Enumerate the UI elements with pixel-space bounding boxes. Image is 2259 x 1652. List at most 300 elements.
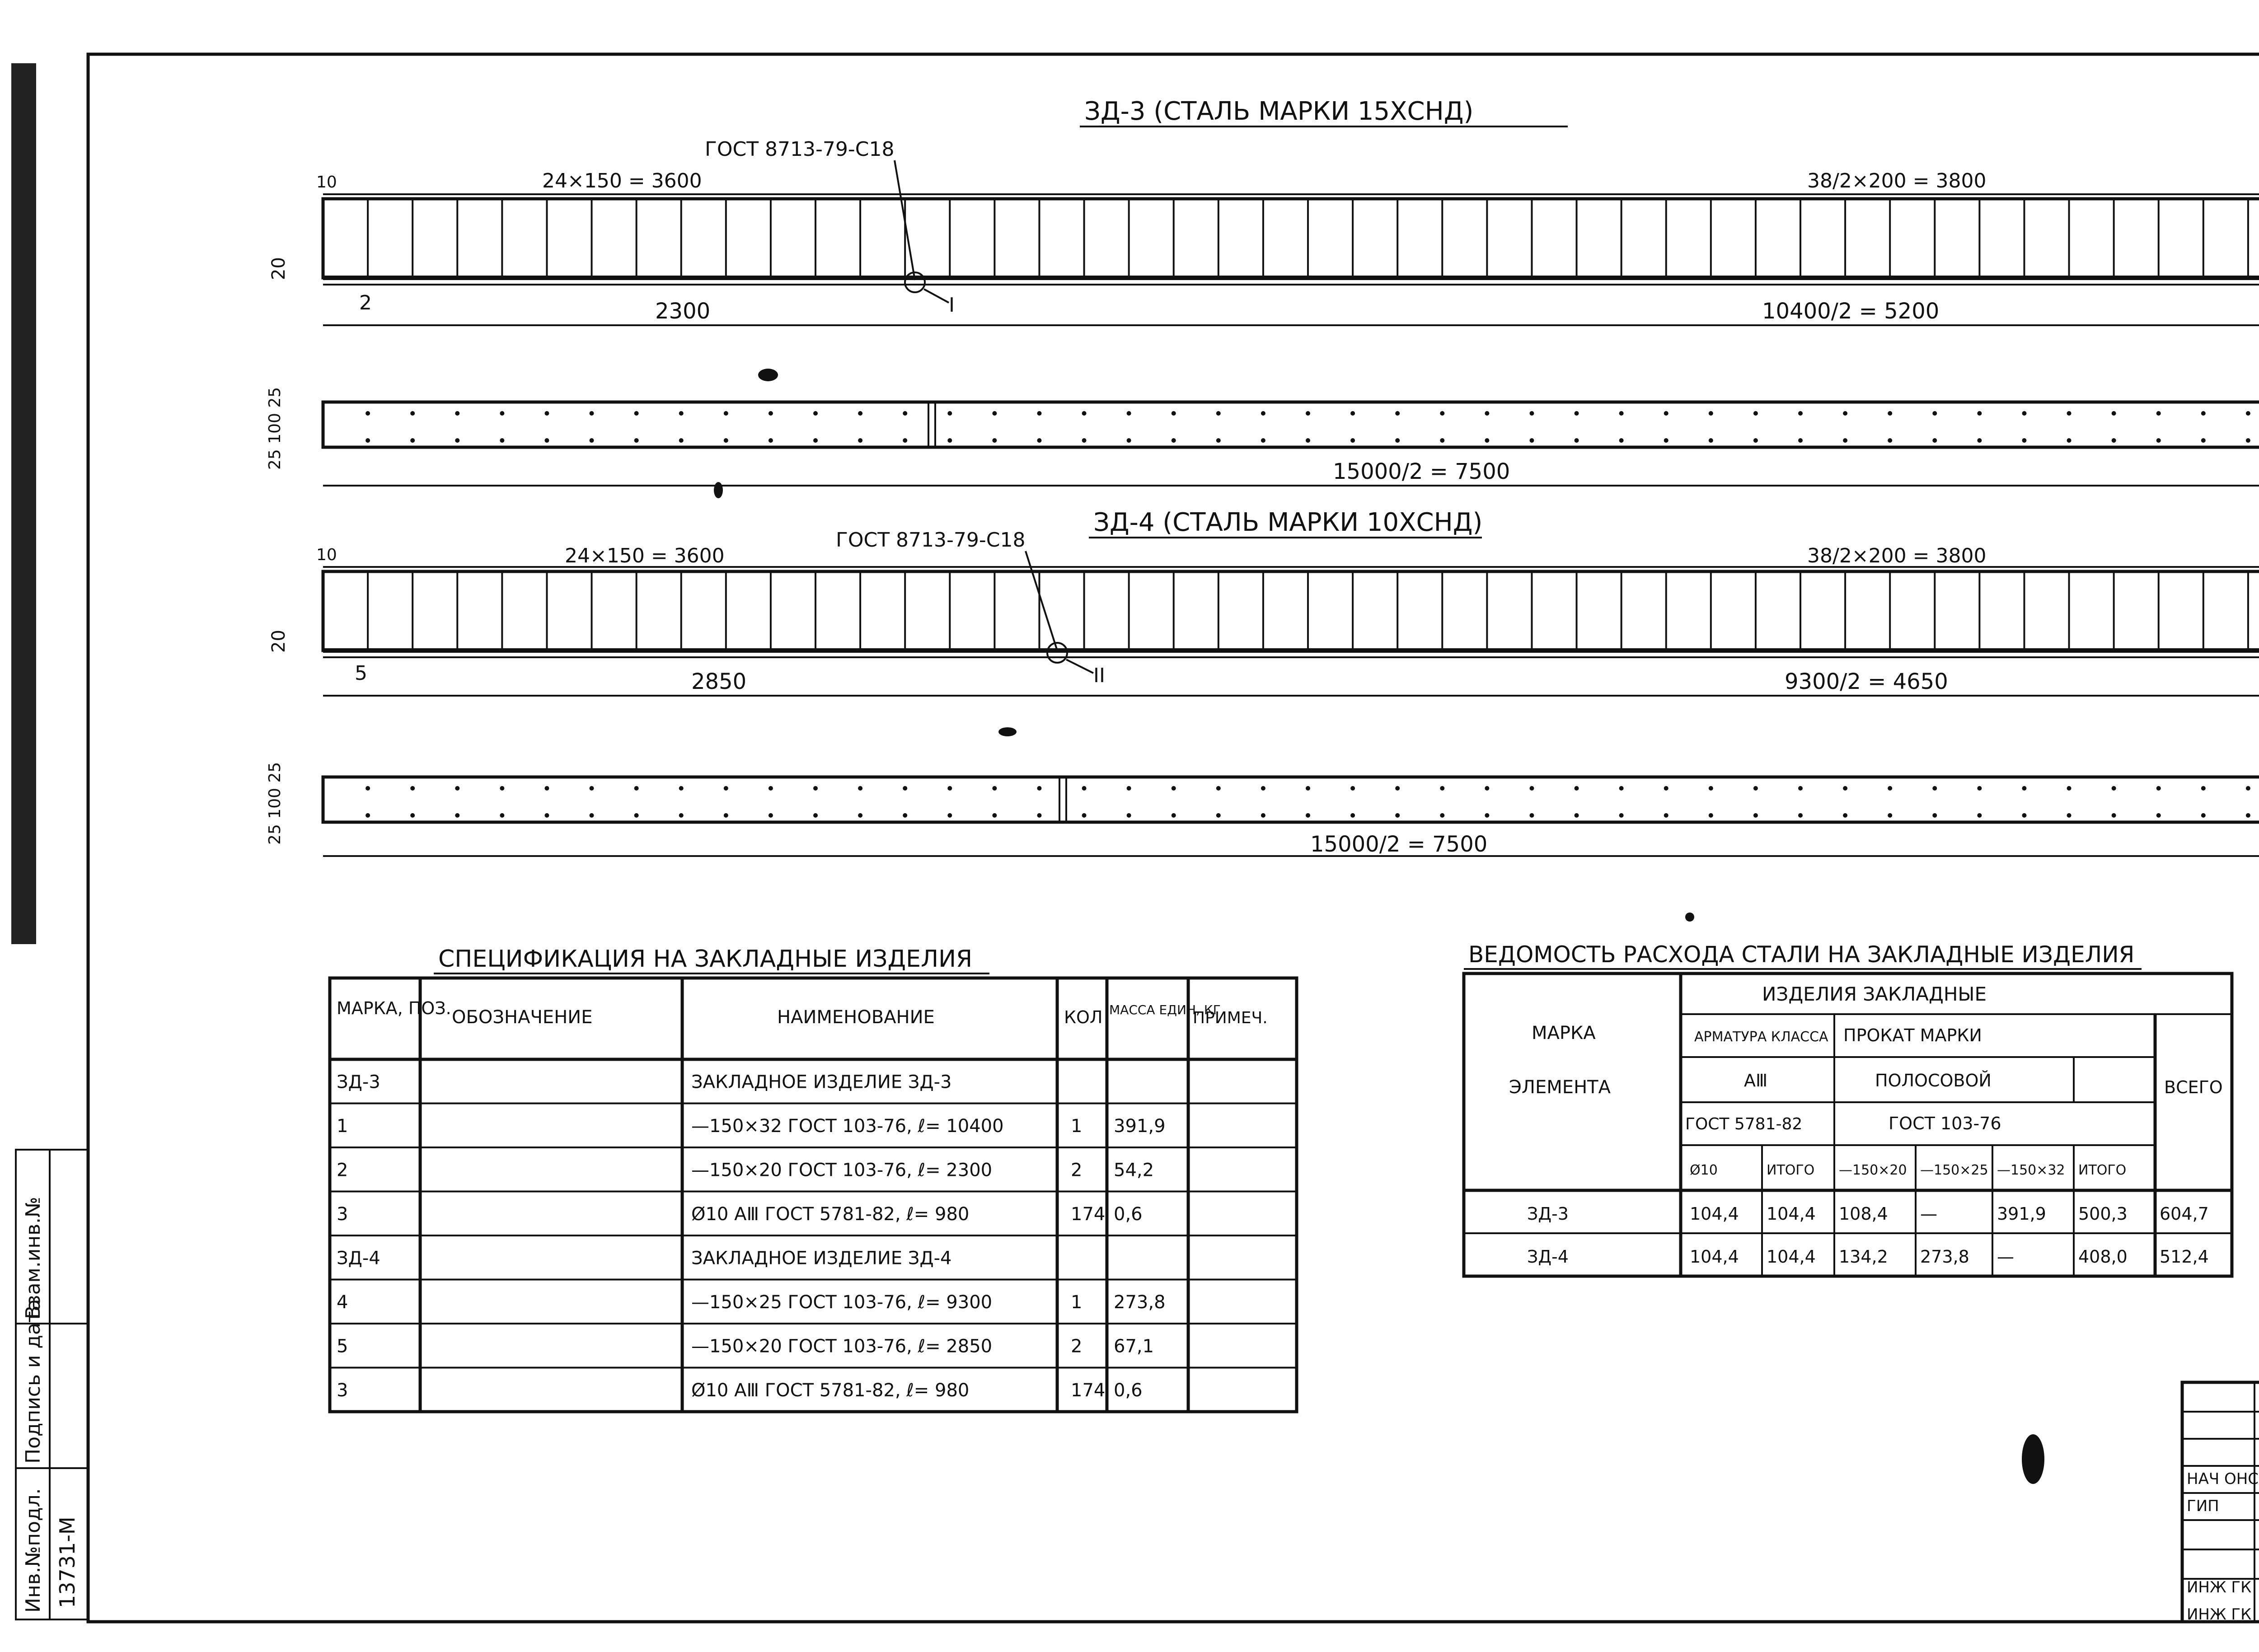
bar-dot [1575, 786, 1579, 791]
spec-header-mass: МАССА ЕДИН, КГ [1109, 1002, 1221, 1017]
bar-dot [366, 786, 370, 791]
zd3-elevation [323, 199, 2259, 278]
bar-dot [1216, 786, 1221, 791]
bar-dot [1977, 411, 1982, 416]
zd3-dim-half: 10400/2 = 5200 [1762, 299, 1940, 324]
zd4-node-label: II [1093, 664, 1105, 687]
spec-header-designation: ОБОЗНАЧЕНИЕ [452, 1007, 593, 1028]
bar-dot [455, 411, 459, 416]
spec-cell: 3 [337, 1380, 348, 1401]
bar-dot [1485, 438, 1489, 443]
bar-dot [1306, 438, 1310, 443]
bar-dot [1619, 813, 1624, 818]
vedom-cell: 273,8 [1920, 1247, 1969, 1267]
signature-row [2187, 1497, 2259, 1515]
bar-dot [2022, 813, 2026, 818]
spec-row [337, 1248, 952, 1268]
bar-dot [366, 438, 370, 443]
bar-dot [724, 438, 728, 443]
bar-dot [1037, 786, 1041, 791]
vedom-table [1464, 941, 2232, 1276]
zd3-node-label: I [949, 294, 955, 317]
bar-dot [590, 813, 594, 818]
bar-dot [1440, 411, 1444, 416]
spec-cell: 0,6 [1114, 1203, 1143, 1225]
vedom-cell: 391,9 [1997, 1204, 2046, 1224]
spec-cell: 1 [1071, 1292, 1083, 1313]
vedom-cell: 408,0 [2078, 1247, 2128, 1267]
bar-dot [1395, 411, 1400, 416]
bar-dot [1485, 786, 1489, 791]
bar-dot [813, 438, 818, 443]
bar-dot [2201, 438, 2206, 443]
bar-dot [1619, 438, 1624, 443]
bar-dot [1619, 411, 1624, 416]
zd4-plan [323, 777, 2259, 822]
bar-dot [1664, 438, 1668, 443]
spec-header-marka: МАРКА, ПОЗ. [337, 998, 451, 1018]
bar-dot [2022, 438, 2026, 443]
bar-dot [2201, 786, 2206, 791]
signature-row [2187, 1578, 2259, 1596]
bar-dot [1172, 786, 1176, 791]
vedom-h-armatura: АРМАТУРА КЛАССА [1694, 1029, 1828, 1045]
bar-dot [1440, 813, 1444, 818]
bar-dot [1529, 411, 1534, 416]
zd4-dim-half: 9300/2 = 4650 [1785, 669, 1948, 694]
bar-dot [903, 813, 907, 818]
bar-dot [1709, 438, 1713, 443]
stamp-label-signature: Подпись и дата [22, 1299, 45, 1464]
spec-cell: 174 [1071, 1380, 1106, 1401]
spec-cell: ЗАКЛАДНОЕ ИЗДЕЛИЕ ЗД-3 [691, 1072, 952, 1093]
bar-dot [544, 813, 549, 818]
vedom-col-header: ИТОГО [2078, 1162, 2127, 1178]
bar-dot [1306, 813, 1310, 818]
bar-dot [947, 786, 952, 791]
vedom-cell: 108,4 [1839, 1204, 1888, 1224]
spec-cell: 391,9 [1114, 1115, 1166, 1137]
bar-dot [2067, 813, 2072, 818]
bar-dot [1261, 438, 1265, 443]
bar-dot [1843, 438, 1847, 443]
bar-dot [1216, 438, 1221, 443]
bar-dot [1664, 786, 1668, 791]
bar-dot [1888, 411, 1892, 416]
bar-dot [1843, 786, 1847, 791]
bar-dot [1753, 438, 1758, 443]
spec-cell: 54,2 [1114, 1160, 1154, 1181]
zd3-plan [323, 402, 2259, 447]
bar-dot [2112, 786, 2116, 791]
stamp-label-inv: Инв.№подл. [22, 1488, 45, 1613]
bar-dot [1798, 786, 1803, 791]
vedom-h-element: ЭЛЕМЕНТА [1509, 1077, 1611, 1098]
zd3-anchor-bars [368, 199, 2248, 278]
bar-dot [1932, 438, 1937, 443]
bar-dot [2246, 411, 2250, 416]
bar-dot [679, 438, 684, 443]
spec-cell: 174 [1071, 1203, 1106, 1225]
zd4-title: ЗД-4 (СТАЛЬ МАРКИ 10ХСНД) [1093, 508, 1483, 537]
bar-dot [1977, 786, 1982, 791]
bar-dot [544, 438, 549, 443]
zd3-title: ЗД-3 (СТАЛЬ МАРКИ 15ХСНД) [1084, 97, 1474, 126]
spec-row [337, 1336, 1154, 1357]
vedom-h-gost1: ГОСТ 5781-82 [1685, 1115, 1803, 1133]
bar-dot [1575, 813, 1579, 818]
bar-dot [947, 813, 952, 818]
spec-cell: 1 [337, 1115, 348, 1137]
spec-cell: 2 [1071, 1160, 1083, 1181]
bar-dot [2022, 786, 2026, 791]
bar-dot [590, 411, 594, 416]
bar-dot [1082, 411, 1087, 416]
spec-cell: —150×25 ГОСТ 103-76, ℓ= 9300 [691, 1292, 993, 1313]
bar-dot [634, 786, 639, 791]
bar-dot [1709, 786, 1713, 791]
vedom-h-gost2: ГОСТ 103-76 [1889, 1114, 2001, 1133]
spec-cell: —150×20 ГОСТ 103-76, ℓ= 2300 [691, 1160, 993, 1181]
bar-dot [858, 438, 862, 443]
bar-dot [590, 438, 594, 443]
spec-title: СПЕЦИФИКАЦИЯ НА ЗАКЛАДНЫЕ ИЗДЕЛИЯ [438, 945, 973, 973]
vedom-h-prokat: ПРОКАТ МАРКИ [1843, 1025, 1982, 1045]
sheet-frame [88, 54, 2259, 1622]
bar-dot [366, 411, 370, 416]
bar-dot [1529, 438, 1534, 443]
vedom-cell: 500,3 [2078, 1204, 2128, 1224]
bar-dot [1798, 438, 1803, 443]
bar-dot [2246, 438, 2250, 443]
spec-table [330, 945, 1297, 1412]
bar-dot [2156, 438, 2161, 443]
bar-dot [634, 411, 639, 416]
bar-dot [1172, 411, 1176, 416]
spec-cell: ЗД-3 [337, 1072, 380, 1093]
bar-dot [500, 411, 504, 416]
bar-dot [2246, 813, 2250, 818]
bar-dot [1977, 438, 1982, 443]
bar-dot [1172, 438, 1176, 443]
bar-dot [366, 813, 370, 818]
zd3-plan-bar-dots [366, 411, 2250, 443]
vedom-cell: — [1920, 1204, 1937, 1224]
zd3-drawing [266, 97, 2259, 486]
bar-dot [410, 438, 415, 443]
bar-dot [1529, 786, 1534, 791]
title-block [2182, 1355, 2259, 1624]
vedom-h-izdelia: ИЗДЕЛИЯ ЗАКЛАДНЫЕ [1762, 983, 1987, 1005]
spec-cell: 3 [337, 1203, 348, 1225]
spec-cell: 2 [1071, 1336, 1083, 1357]
vedom-cell: — [1997, 1247, 2014, 1267]
bar-dot [2112, 411, 2116, 416]
spec-header-name: НАИМЕНОВАНИЕ [777, 1007, 935, 1028]
vedom-cell: 512,4 [2160, 1247, 2209, 1267]
bar-dot [947, 411, 952, 416]
bar-dot [410, 813, 415, 818]
bar-dot [813, 411, 818, 416]
bar-dot [1082, 813, 1087, 818]
bar-dot [1664, 411, 1668, 416]
bar-dot [2246, 786, 2250, 791]
bar-dot [992, 411, 997, 416]
signature-role: ИНЖ ГК [2187, 1605, 2252, 1624]
bar-dot [1395, 786, 1400, 791]
bar-dot [1753, 813, 1758, 818]
spec-row [337, 1116, 1166, 1137]
signature-role: НАЧ ОНС [2187, 1470, 2259, 1488]
margin-stamp [11, 63, 88, 1619]
spec-cell: Ø10 АⅢ ГОСТ 5781-82, ℓ= 980 [691, 1203, 970, 1225]
zd4-plan-bar-dots [366, 786, 2250, 818]
bar-dot [1082, 438, 1087, 443]
bar-dot [1798, 411, 1803, 416]
bar-dot [1709, 411, 1713, 416]
bar-dot [813, 786, 818, 791]
bar-dot [1485, 411, 1489, 416]
bar-dot [1888, 813, 1892, 818]
vedom-h-polosovoi: ПОЛОСОВОЙ [1875, 1071, 1992, 1090]
spec-cell: 1 [1071, 1115, 1083, 1137]
bar-dot [410, 411, 415, 416]
bar-dot [1888, 438, 1892, 443]
bar-dot [1350, 813, 1355, 818]
bar-dot [544, 411, 549, 416]
bar-dot [1306, 786, 1310, 791]
bar-dot [2201, 411, 2206, 416]
bar-dot [813, 813, 818, 818]
zd3-plan-left: 25 100 25 [266, 387, 284, 470]
bar-dot [1082, 786, 1087, 791]
bar-dot [1350, 438, 1355, 443]
bar-dot [679, 813, 684, 818]
zd4-dim-2850: 2850 [691, 669, 747, 694]
bar-dot [1037, 438, 1041, 443]
zd4-drawing [266, 508, 2259, 857]
spec-row [337, 1292, 1166, 1313]
bar-dot [903, 438, 907, 443]
zd4-dim-right: 38/2×200 = 3800 [1807, 544, 1987, 567]
spec-row [337, 1204, 1143, 1225]
bar-dot [1216, 411, 1221, 416]
spec-cell: ЗД-4 [337, 1248, 380, 1269]
bar-dot [1261, 411, 1265, 416]
bar-dot [769, 813, 773, 818]
bar-dot [1843, 411, 1847, 416]
spec-cell: 67,1 [1114, 1336, 1154, 1357]
zd4-mark-10: 10 [316, 546, 337, 564]
vedom-title: ВЕДОМОСТЬ РАСХОДА СТАЛИ НА ЗАКЛАДНЫЕ ИЗДЕЛИЯ [1468, 941, 2135, 968]
vedom-cell: 134,2 [1839, 1247, 1888, 1267]
bar-dot [1350, 786, 1355, 791]
signature-row [2187, 1605, 2259, 1624]
bar-dot [634, 438, 639, 443]
zd4-dim-left: 24×150 = 3600 [565, 544, 725, 567]
bar-dot [724, 786, 728, 791]
vedom-cell: 604,7 [2160, 1204, 2209, 1224]
bar-dot [858, 813, 862, 818]
bar-dot [1440, 438, 1444, 443]
zd3-pos-2: 2 [359, 291, 372, 314]
bar-dot [500, 438, 504, 443]
bar-dot [1306, 411, 1310, 416]
bar-dot [410, 786, 415, 791]
bar-dot [992, 786, 997, 791]
bar-dot [1932, 411, 1937, 416]
vedom-h-marka: МАРКА [1532, 1023, 1596, 1044]
bar-dot [1575, 411, 1579, 416]
bar-dot [769, 411, 773, 416]
bar-dot [2067, 438, 2072, 443]
bar-dot [2067, 411, 2072, 416]
bar-dot [679, 411, 684, 416]
zd3-dim-2300: 2300 [655, 299, 711, 324]
vedom-cell: ЗД-3 [1527, 1204, 1569, 1224]
bar-dot [1261, 813, 1265, 818]
zd3-dim-left: 24×150 = 3600 [542, 169, 702, 192]
bar-dot [947, 438, 952, 443]
bar-dot [992, 438, 997, 443]
inventory-number: 13731-М [55, 1516, 80, 1608]
bar-dot [1037, 411, 1041, 416]
bar-dot [769, 786, 773, 791]
bar-dot [1127, 813, 1131, 818]
stamp-label-replace: Взам.инв.№ [22, 1197, 45, 1319]
zd3-gost: ГОСТ 8713-79-С18 [705, 138, 895, 161]
bar-dot [1932, 813, 1937, 818]
bar-dot [2067, 786, 2072, 791]
spec-cell: Ø10 АⅢ ГОСТ 5781-82, ℓ= 980 [691, 1380, 970, 1401]
bar-dot [1664, 813, 1668, 818]
bar-dot [634, 813, 639, 818]
spec-cell: 4 [337, 1292, 348, 1313]
bar-dot [1395, 813, 1400, 818]
bar-dot [1127, 786, 1131, 791]
bar-dot [1261, 786, 1265, 791]
bar-dot [1172, 813, 1176, 818]
bar-dot [858, 411, 862, 416]
bar-dot [455, 813, 459, 818]
spec-cell: 2 [337, 1160, 348, 1181]
bar-dot [724, 411, 728, 416]
bar-dot [2112, 438, 2116, 443]
bar-dot [1395, 438, 1400, 443]
bar-dot [455, 786, 459, 791]
bar-dot [1037, 813, 1041, 818]
spec-cell: 5 [337, 1336, 348, 1357]
spec-header-note: ПРИМЕЧ. [1193, 1009, 1268, 1027]
zd4-plan-left: 25 100 25 [266, 762, 284, 845]
bar-dot [903, 411, 907, 416]
bar-dot [724, 813, 728, 818]
bar-dot [590, 786, 594, 791]
bar-dot [1127, 438, 1131, 443]
vedom-h-aiii: АⅢ [1744, 1071, 1768, 1090]
zd3-mark-10: 10 [316, 173, 337, 192]
zd3-dim-right: 38/2×200 = 3800 [1807, 169, 1987, 192]
binding-strip [11, 63, 36, 944]
bar-dot [2156, 786, 2161, 791]
bar-dot [1440, 786, 1444, 791]
bar-dot [2156, 411, 2161, 416]
vedom-cell: 104,4 [1690, 1204, 1739, 1224]
vedom-col-header: —150×32 [1997, 1162, 2065, 1178]
bar-dot [455, 438, 459, 443]
vedom-cell: ЗД-4 [1527, 1247, 1569, 1267]
vedom-cell: 104,4 [1767, 1204, 1816, 1224]
spec-cell: —150×20 ГОСТ 103-76, ℓ= 2850 [691, 1336, 993, 1357]
bar-dot [2022, 411, 2026, 416]
vedom-row [1527, 1247, 2209, 1267]
vedom-h-vsego: ВСЕГО [2164, 1077, 2223, 1097]
bar-dot [679, 786, 684, 791]
signature-role: ИНЖ ГК [2187, 1578, 2252, 1596]
bar-dot [1575, 438, 1579, 443]
bar-dot [1843, 813, 1847, 818]
bar-dot [2112, 813, 2116, 818]
bar-dot [1350, 411, 1355, 416]
bar-dot [1888, 786, 1892, 791]
spec-row [337, 1072, 952, 1092]
bar-dot [544, 786, 549, 791]
signature-row [2187, 1470, 2259, 1488]
bar-dot [1709, 813, 1713, 818]
bar-dot [1127, 411, 1131, 416]
bar-dot [500, 786, 504, 791]
bar-dot [903, 786, 907, 791]
zd4-dim-plan: 15000/2 = 7500 [1310, 832, 1488, 857]
spec-cell: —150×32 ГОСТ 103-76, ℓ= 10400 [691, 1115, 1004, 1137]
vedom-col-header: —150×20 [1839, 1162, 1907, 1178]
bar-dot [1485, 813, 1489, 818]
bar-dot [1932, 786, 1937, 791]
zd3-dim-plan: 15000/2 = 7500 [1333, 459, 1510, 484]
bar-dot [1753, 786, 1758, 791]
bar-dot [1798, 813, 1803, 818]
bar-dot [2156, 813, 2161, 818]
vedom-cell: 104,4 [1767, 1247, 1816, 1267]
vedom-col-header: —150×25 [1920, 1162, 1988, 1178]
spec-row [337, 1160, 1154, 1180]
spec-cell: ЗАКЛАДНОЕ ИЗДЕЛИЕ ЗД-4 [691, 1248, 952, 1269]
vedom-row [1527, 1204, 2209, 1224]
bar-dot [2201, 813, 2206, 818]
zd4-anchor-bars [368, 571, 2248, 651]
bar-dot [992, 813, 997, 818]
spec-header-qty: КОЛ [1064, 1007, 1103, 1027]
bar-dot [1753, 411, 1758, 416]
bar-dot [769, 438, 773, 443]
vedom-col-header: Ø10 [1690, 1162, 1718, 1178]
bar-dot [858, 786, 862, 791]
spec-cell: 0,6 [1114, 1380, 1143, 1401]
bar-dot [500, 813, 504, 818]
zd4-pos-5: 5 [355, 662, 367, 685]
zd4-elevation [323, 571, 2259, 651]
zd4-height-20: 20 [268, 630, 289, 653]
vedom-cell: 104,4 [1690, 1247, 1739, 1267]
zd4-gost: ГОСТ 8713-79-С18 [836, 529, 1026, 552]
bar-dot [1216, 813, 1221, 818]
bar-dot [1529, 813, 1534, 818]
vedom-col-header: ИТОГО [1767, 1162, 1815, 1178]
bar-dot [1619, 786, 1624, 791]
zd3-height-20: 20 [268, 257, 289, 280]
spec-row [337, 1380, 1143, 1401]
signature-role: ГИП [2187, 1497, 2219, 1515]
